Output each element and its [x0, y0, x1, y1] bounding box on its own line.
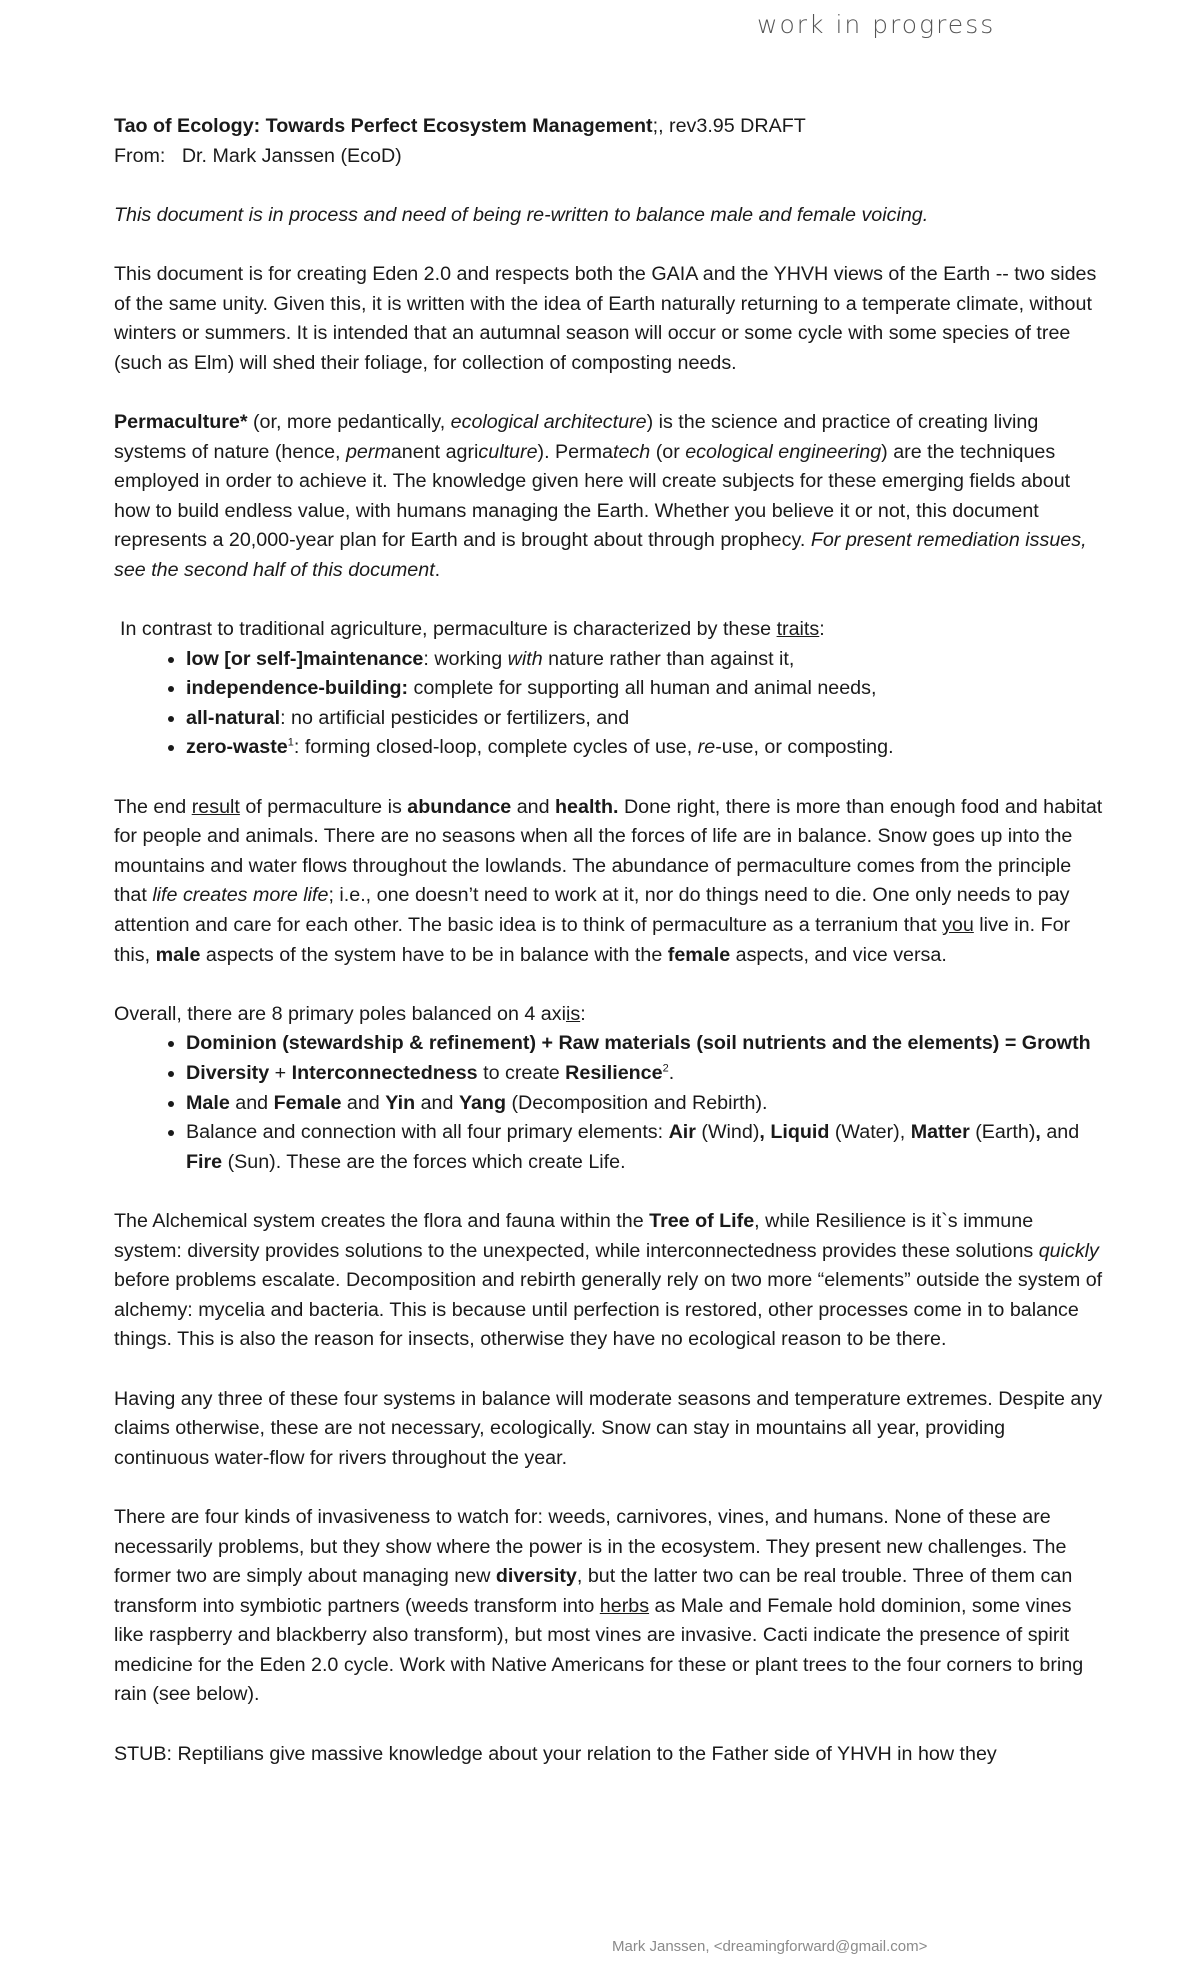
p2-italic: ecological architecture [450, 410, 647, 433]
p3-bold: male [155, 943, 201, 966]
pole-bold: Interconnectedness [291, 1062, 478, 1084]
p3-text: live in. For this, [114, 914, 1071, 966]
trait-text: : working [423, 647, 508, 670]
p3-underlined: result [191, 795, 240, 818]
paragraph-permaculture [114, 408, 1104, 586]
trait-text: -use, or composting. [715, 736, 894, 759]
trait-text: complete for supporting all human and animal needs, [408, 677, 877, 700]
poles-list [114, 1029, 1104, 1177]
p4-text: The Alchemical system creates the flora and fauna within the [114, 1209, 650, 1232]
pole-text: and [341, 1091, 386, 1114]
p3-text: aspects, and vice versa. [730, 943, 947, 966]
p3-bold: abundance [407, 795, 512, 818]
list-item [186, 1118, 1104, 1177]
poles-underlined: is [565, 1002, 581, 1025]
p6-underlined: herbs [599, 1594, 650, 1617]
pole-bold: Matter [910, 1121, 970, 1144]
p3-text: Done right, there is more than enough food and habitat for people and animals. There are no seasons when all the forces of life are in balance. Snow goes up into the mountains and water flows throughout the lowlands. The abundance of permaculture comes from the principle that [114, 795, 1103, 907]
p2-text: . [434, 558, 441, 581]
p2-italic: culture [478, 440, 538, 463]
trait-name: low [or self-]maintenance [186, 647, 424, 670]
p2-text: ) is the science and practice of creating living systems of nature (hence, [114, 410, 1039, 463]
pole-bold: Air [668, 1121, 696, 1144]
p6-text: , but the latter two can be real trouble. Three of them can transform into symbiotic partners (weeds transform into [114, 1565, 1073, 1617]
pole-bold: Female [273, 1091, 342, 1114]
pole-bold: Yin [385, 1091, 416, 1114]
trait-name: all-natural [186, 706, 281, 729]
p3-text: The end [114, 795, 192, 818]
p2-italic: perm [345, 440, 391, 463]
list-item [186, 1029, 1104, 1059]
pole-text: and [229, 1091, 274, 1114]
p2-italic: tech [613, 440, 651, 463]
paragraph-stub: STUB: Reptilians give massive knowledge about your relation to the Father side of YHVH in how they [114, 1742, 997, 1765]
p2-italic: ecological engineering [685, 440, 882, 463]
list-item [186, 1089, 1104, 1119]
p2-text: anent agri [390, 440, 479, 463]
paragraph-alchemical [114, 1207, 1104, 1355]
paragraph-abundance [114, 793, 1104, 971]
trait-italic: with [507, 647, 543, 670]
paragraph-invasiveness [114, 1503, 1104, 1710]
title-rest: ;, rev3.95 DRAFT [652, 115, 806, 137]
from-line [114, 142, 1104, 172]
p2-italic: For present remediation issues, see the second half of this document [114, 529, 1087, 581]
p3-text: and [511, 795, 556, 818]
title-bold: Tao of Ecology: Towards Perfect Ecosystem Management [114, 115, 653, 137]
list-item [186, 674, 1104, 704]
pole-bold: , Liquid [759, 1121, 830, 1144]
pole-growth: Dominion (stewardship & refinement) + Raw materials (soil nutrients and the elements) = Growth [186, 1032, 1091, 1055]
trait-italic: re [697, 736, 716, 759]
pole-text: to create [477, 1062, 566, 1084]
p4-text: before problems escalate. Decomposition and rebirth generally rely on two more “elements” outside the system of alchemy: mycelia and bacteria. This is because until perfection is restored, other processes come in to balance things. This is also the reason for insects, otherwise they have no ecological reason to be there. [114, 1269, 1103, 1351]
permaculture-term: Permaculture* [114, 410, 248, 433]
pole-text: + [269, 1062, 292, 1084]
p6-text: There are four kinds of invasiveness to watch for: weeds, carnivores, vines, and humans. None of these are necessarily problems, but they show where the power is in the ecosystem. They present new challenges. The former two are simply about managing new [114, 1505, 1067, 1588]
p6-bold: diversity [495, 1565, 577, 1588]
pole-bold: Resilience [565, 1062, 663, 1084]
pole-text: Balance and connection with all four primary elements: [186, 1121, 669, 1144]
pole-text: . [668, 1062, 675, 1084]
trait-text: : forming closed-loop, complete cycles of use, [293, 736, 698, 759]
list-item [186, 733, 1104, 763]
pole-bold: , [1035, 1121, 1041, 1144]
list-item [186, 645, 1104, 675]
paragraph-balance: Having any three of these four systems in balance will moderate seasons and temperature extremes. Despite any claims otherwise, these are not necessary, ecologically. Snow can stay in mountains all year, providing continuous water-flow for rivers throughout the year. [114, 1387, 1103, 1469]
trait-name: independence-building: [186, 677, 409, 700]
p3-bold: health. [555, 795, 619, 818]
pole-text: (Earth) [969, 1121, 1036, 1144]
traits-list [114, 645, 1104, 763]
work-in-progress-note: work in progress [757, 10, 996, 39]
pole-text: and [415, 1091, 459, 1114]
p3-text: of permaculture is [239, 795, 408, 818]
p4-italic: quickly [1038, 1239, 1099, 1262]
p3-bold: female [667, 943, 731, 966]
italic-note-text: This document is in process and need of being re-written to balance male and female voicing. [114, 203, 929, 226]
pole-bold: Fire [186, 1150, 223, 1173]
pole-text: (Sun). These are the forces which create Life. [222, 1150, 626, 1173]
poles-intro-colon: : [580, 1002, 586, 1025]
traits-underlined: traits [776, 618, 820, 641]
pole-text: (Decomposition and Rebirth). [505, 1091, 768, 1114]
traits-intro-colon: : [819, 618, 825, 641]
list-item [186, 704, 1104, 734]
traits-intro-text: In contrast to traditional agriculture, permaculture is characterized by these [120, 618, 777, 641]
p4-bold: Tree of Life [649, 1209, 755, 1232]
pole-bold: Male [186, 1091, 230, 1114]
pole-bold: Yang [458, 1091, 506, 1114]
italic-note [114, 201, 1104, 231]
pole-text: and [1040, 1121, 1080, 1144]
p2-text: (or, more pedantically, [247, 410, 451, 433]
pole-text: (Water), [829, 1121, 911, 1144]
list-item [186, 1059, 1104, 1089]
p3-underlined: you [942, 914, 974, 937]
trait-name: zero-waste [186, 736, 288, 759]
p3-italic: life creates more life [152, 884, 329, 907]
p3-text: aspects of the system have to be in balance with the [200, 943, 668, 966]
from-label: From: [114, 144, 166, 167]
from-value: Dr. Mark Janssen (EcoD) [181, 144, 402, 167]
document-body [114, 112, 1104, 1799]
document-title [114, 112, 1104, 142]
traits-intro [114, 615, 1104, 645]
footer-author: Mark Janssen, <dreamingforward@gmail.com> [612, 1938, 928, 1955]
pole-bold: Diversity [186, 1062, 270, 1084]
p2-text: (or [650, 440, 686, 463]
poles-intro [114, 1000, 1104, 1030]
poles-intro-text: Overall, there are 8 primary poles balanced on 4 axi [114, 1002, 566, 1025]
footnote-marker: 2 [662, 1062, 669, 1075]
paragraph-eden: This document is for creating Eden 2.0 and respects both the GAIA and the YHVH views of the Earth -- two sides of the same unity. Given this, it is written with the idea of Earth naturally returning to a temperate climate, without winters or summers. It is intended that an autumnal season will occur or some cycle with some species of tree (such as Elm) will shed their foliage, for collection of composting needs. [114, 262, 1097, 374]
p2-text: ) are the techniques employed in order to achieve it. The knowledge given here will create subjects for these emerging fields about how to build endless value, with humans managing the Earth. Whether you believe it or not, this document represents a 20,000-year plan for Earth and is brought about through prophecy. [114, 440, 1071, 552]
p3-text: ; i.e., one doesn’t need to work at it, nor do things need to die. One only needs to pay attention and care for each other. The basic idea is to think of permaculture as a terranium that [114, 884, 1070, 937]
p2-text: ). Perma [537, 440, 613, 463]
pole-text: (Wind) [695, 1121, 760, 1144]
trait-text: : no artificial pesticides or fertilizers, and [280, 706, 630, 729]
p4-text: , while Resilience is it`s immune system: diversity provides solutions to the unexpected, while interconnectedness provides these solutions [114, 1209, 1039, 1262]
p6-text: as Male and Female hold dominion, some vines like raspberry and blackberry also transform), but most vines are invasive. Cacti indicate the presence of spirit medicine for the Eden 2.0 cycle. Work with Native Americans for these or plant trees to the four corners to bring rain (see below). [114, 1594, 1084, 1706]
trait-text: nature rather than against it, [542, 647, 795, 670]
footnote-marker: 1 [287, 736, 294, 749]
